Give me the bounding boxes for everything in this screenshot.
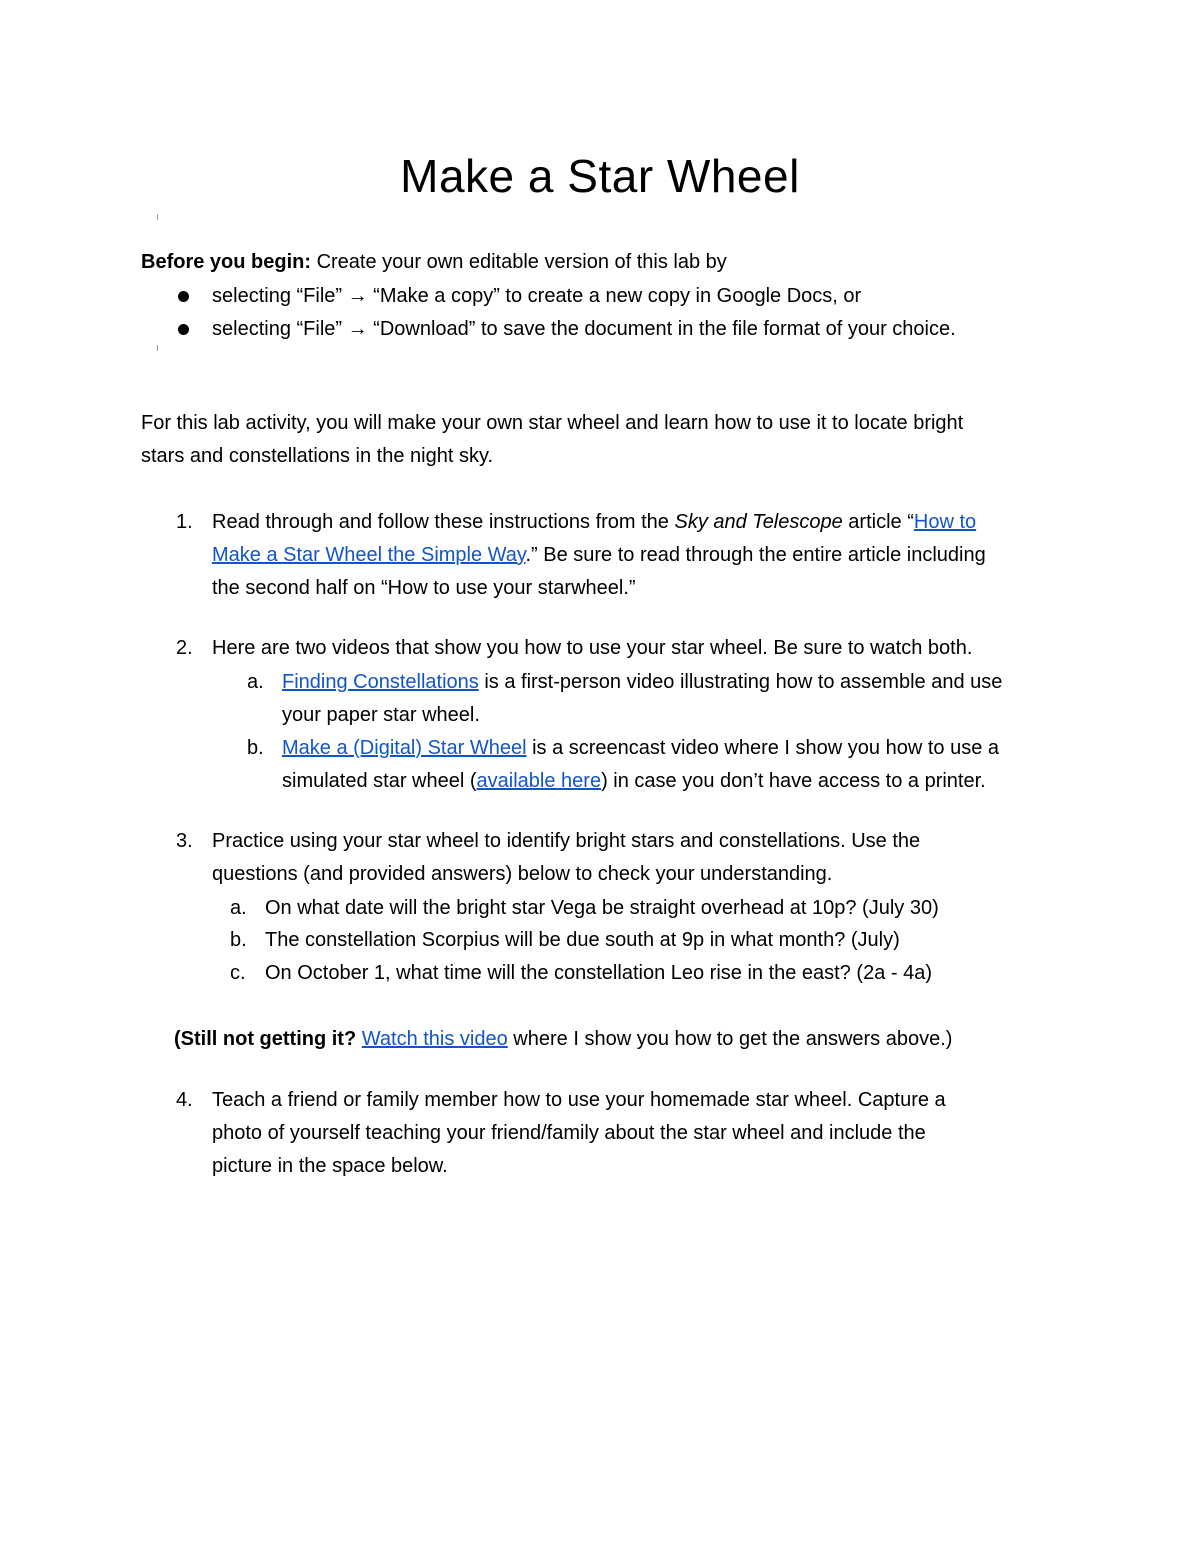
before-label: Before you begin: — [141, 251, 312, 273]
bullet-dot — [178, 324, 189, 335]
item1-pre: Read through and follow these instructions from the — [212, 511, 675, 533]
item2a-line1 — [282, 667, 1002, 697]
sub-label: b. — [230, 929, 247, 951]
watch-this-video-link[interactable]: Watch this video — [361, 1028, 508, 1050]
question-item: On what date will the bright star Vega be straight overhead at 10p? (July 30) — [265, 897, 939, 919]
item2-line1: Here are two videos that show you how to use your star wheel. Be sure to watch both. — [212, 637, 973, 659]
item2b-line1 — [282, 733, 999, 763]
item4-line: photo of yourself teaching your friend/family about the star wheel and include the — [212, 1122, 926, 1144]
item2b-line2-pre: simulated star wheel ( — [282, 770, 477, 792]
list-number: 2. — [176, 637, 193, 659]
before-text: Create your own editable version of this lab by — [311, 251, 727, 273]
sub-label: b. — [247, 737, 264, 759]
item2b-text: is a screencast video where I show you how to use a — [526, 737, 1000, 759]
item3-line1: Practice using your star wheel to identify bright stars and constellations. Use the — [212, 830, 921, 852]
bullet-item: selecting “File” → “Download” to save the document in the file format of your choice. — [212, 318, 956, 340]
item2a-line2: your paper star wheel. — [282, 704, 480, 726]
intro-line: For this lab activity, you will make your own star wheel and learn how to use it to locate bright — [141, 412, 964, 434]
sub-label: c. — [230, 962, 246, 984]
bullet-dot — [178, 291, 189, 302]
how-to-make-link-cont[interactable]: Make a Star Wheel the Simple Way — [212, 544, 526, 566]
item3-line2: questions (and provided answers) below to check your understanding. — [212, 863, 833, 885]
item1-line3: the second half on “How to use your starwheel.” — [212, 577, 636, 599]
list-number: 3. — [176, 830, 193, 852]
item4-line: picture in the space below. — [212, 1155, 448, 1177]
item1-italic: Sky and Telescope — [674, 511, 843, 533]
still-not-getting-it — [174, 1024, 952, 1054]
finding-constellations-link[interactable]: Finding Constellations — [282, 671, 479, 693]
before-you-begin-line — [141, 247, 727, 277]
item2a-text: is a first-person video illustrating how to assemble and use — [478, 671, 1003, 693]
how-to-make-link[interactable]: How to — [913, 511, 977, 533]
item2b-line2-post: ) in case you don’t have access to a printer. — [601, 770, 986, 792]
page-title: Make a Star Wheel — [400, 150, 800, 202]
sub-label: a. — [230, 897, 247, 919]
question-item: On October 1, what time will the constellation Leo rise in the east? (2a - 4a) — [265, 962, 933, 984]
item1-mid: article “ — [842, 511, 914, 533]
still-bold: (Still not getting it? — [174, 1028, 357, 1050]
digital-star-wheel-link[interactable]: Make a (Digital) Star Wheel — [282, 737, 527, 759]
margin-mark — [157, 214, 158, 220]
bullet-item: selecting “File” → “Make a copy” to create a new copy in Google Docs, or — [212, 285, 862, 307]
still-text: where I show you how to get the answers above.) — [507, 1028, 953, 1050]
list-number: 4. — [176, 1089, 193, 1111]
available-here-link[interactable]: available here — [476, 770, 602, 792]
item1-post: .” Be sure to read through the entire article including — [525, 544, 986, 566]
list-number: 1. — [176, 511, 193, 533]
sub-label: a. — [247, 671, 264, 693]
item1-line2 — [212, 540, 986, 570]
intro-line: stars and constellations in the night sky. — [141, 445, 494, 467]
item2b-line2 — [282, 766, 986, 796]
margin-mark — [157, 345, 158, 351]
question-item: The constellation Scorpius will be due south at 9p in what month? (July) — [265, 929, 900, 951]
item1-line1 — [212, 507, 976, 537]
item4-line: Teach a friend or family member how to use your homemade star wheel. Capture a — [212, 1089, 946, 1111]
